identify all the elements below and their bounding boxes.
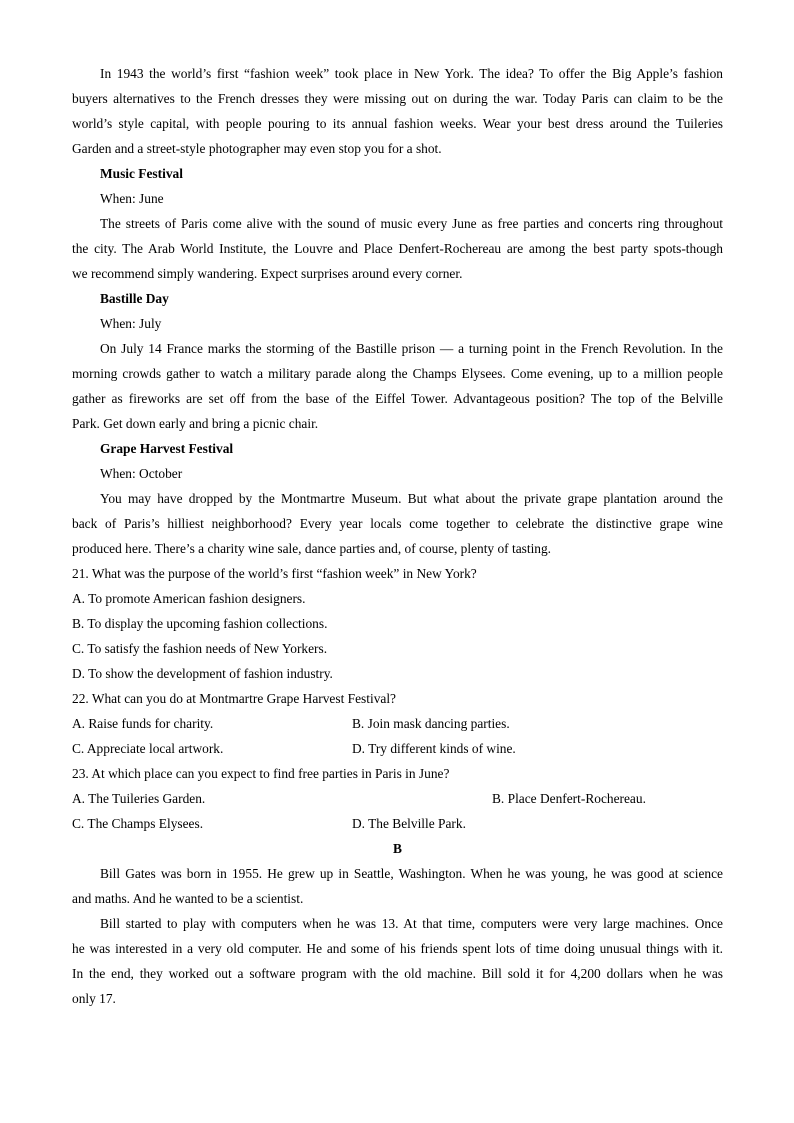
grape-paragraph-line: produced here. There’s a charity wine sale, dance parties and, of course, plenty of tasting. bbox=[72, 541, 552, 556]
question-21-option-d: D. To show the development of fashion industry. bbox=[72, 666, 333, 681]
question-22-option-d: D. Try different kinds of wine. bbox=[352, 741, 516, 756]
music-festival-title: Music Festival bbox=[100, 166, 183, 181]
bill-gates-paragraph-line: Bill started to play with computers when he was 13. At that time, computers were very large machines. Once bbox=[100, 916, 723, 931]
music-festival-when: When: June bbox=[100, 191, 164, 206]
question-23-options-row bbox=[72, 786, 723, 811]
question-23-options-row bbox=[72, 811, 723, 836]
music-paragraph-line: the city. The Arab World Institute, the Louvre and Place Denfert-Rochereau are among the best party spots-though bbox=[72, 241, 723, 256]
grape-harvest-title: Grape Harvest Festival bbox=[100, 441, 234, 456]
bastille-day-title: Bastille Day bbox=[100, 291, 169, 306]
question-23-option-d: D. The Belville Park. bbox=[352, 816, 466, 831]
question-23-option-a: A. The Tuileries Garden. bbox=[72, 791, 206, 806]
bill-gates-paragraph-line: he was interested in a very old computer. He and some of his friends spent lots of time doing unusual things with it. bbox=[72, 941, 723, 956]
bill-gates-paragraph-line: only 17. bbox=[72, 991, 116, 1006]
question-21-option-b: B. To display the upcoming fashion collections. bbox=[72, 616, 328, 631]
question-21-option-a: A. To promote American fashion designers. bbox=[72, 591, 306, 606]
question-21-stem: 21. What was the purpose of the world’s first “fashion week” in New York? bbox=[72, 566, 477, 581]
document-page bbox=[72, 61, 723, 1011]
question-21-option-c: C. To satisfy the fashion needs of New Yorkers. bbox=[72, 641, 328, 656]
question-22-options-row bbox=[72, 711, 723, 736]
question-22-option-b: B. Join mask dancing parties. bbox=[352, 716, 510, 731]
fashion-paragraph-line: buyers alternatives to the French dresses they were missing out on during the war. Today Paris can claim to be the bbox=[72, 91, 723, 106]
bastille-paragraph-line: Park. Get down early and bring a picnic chair. bbox=[72, 416, 319, 431]
question-23-option-c: C. The Champs Elysees. bbox=[72, 816, 204, 831]
grape-paragraph-line: You may have dropped by the Montmartre Museum. But what about the private grape plantation around the bbox=[100, 491, 723, 506]
bastille-paragraph-line: gather as fireworks are set off from the base of the Eiffel Tower. Advantageous position? The top of the Belville bbox=[72, 391, 723, 406]
music-paragraph-line: we recommend simply wandering. Expect surprises around every corner. bbox=[72, 266, 463, 281]
question-22-option-a: A. Raise funds for charity. bbox=[72, 716, 214, 731]
question-23-option-b: B. Place Denfert-Rochereau. bbox=[492, 791, 646, 806]
fashion-paragraph-line: Garden and a street-style photographer may even stop you for a shot. bbox=[72, 141, 442, 156]
bill-gates-paragraph-line: Bill Gates was born in 1955. He grew up in Seattle, Washington. When he was young, he was good at science bbox=[100, 866, 723, 881]
section-b-heading: B bbox=[393, 841, 402, 856]
bill-gates-paragraph-line: In the end, they worked out a software program with the old machine. Bill sold it for 4,200 dollars when he was bbox=[72, 966, 723, 981]
fashion-paragraph-line: In 1943 the world’s first “fashion week” took place in New York. The idea? To offer the Big Apple’s fashion bbox=[100, 66, 723, 81]
question-22-option-c: C. Appreciate local artwork. bbox=[72, 741, 224, 756]
bastille-paragraph-line: morning crowds gather to watch a military parade along the Champs Elysees. Come evening, up to a million people bbox=[72, 366, 723, 381]
grape-harvest-when: When: October bbox=[100, 466, 183, 481]
question-22-options-row bbox=[72, 736, 723, 761]
question-22-stem: 22. What can you do at Montmartre Grape Harvest Festival? bbox=[72, 691, 397, 706]
fashion-paragraph-line: world’s style capital, with people pouring to its annual fashion weeks. Wear your best dress around the Tuileries bbox=[72, 116, 723, 131]
bastille-paragraph-line: On July 14 France marks the storming of the Bastille prison — a turning point in the French Revolution. In the bbox=[100, 341, 723, 356]
question-23-stem: 23. At which place can you expect to find free parties in Paris in June? bbox=[72, 766, 450, 781]
music-paragraph-line: The streets of Paris come alive with the sound of music every June as free parties and concerts ring throughout bbox=[100, 216, 723, 231]
bastille-day-when: When: July bbox=[100, 316, 162, 331]
bill-gates-paragraph-line: and maths. And he wanted to be a scientist. bbox=[72, 891, 304, 906]
grape-paragraph-line: back of Paris’s hilliest neighborhood? Every year locals come together to celebrate the distinctive grape wine bbox=[72, 516, 723, 531]
